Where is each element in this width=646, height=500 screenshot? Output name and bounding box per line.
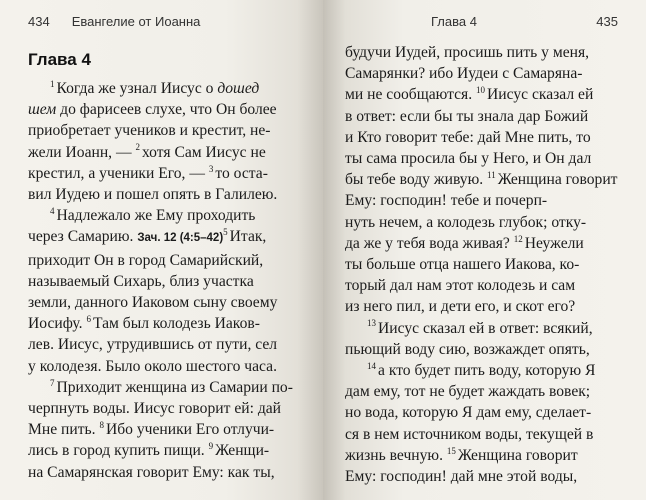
line-text: лев. Иисус, утрудившись от пути, сел: [28, 336, 278, 354]
line-text: Ибо ученики Его отлучи-: [105, 421, 275, 439]
text-line: [345, 169, 618, 190]
text-line: [28, 440, 309, 461]
italic-text: дошед: [217, 80, 260, 97]
line-text: у колодезя. Было около шестого часа.: [28, 357, 277, 375]
line-text: ми не сообщаются.: [345, 86, 476, 104]
chapter-title: Глава 4: [28, 50, 91, 69]
left-running-title: Евангелие от Иоанна: [71, 14, 201, 29]
verse-number: 14: [367, 360, 376, 371]
line-text: бы тебе воду живую.: [345, 171, 488, 189]
text-line: [345, 190, 618, 211]
line-text: нуть нечем, а колодезь глубок; отку-: [345, 213, 587, 231]
text-line: [28, 163, 309, 184]
line-text: Итак,: [229, 228, 267, 246]
text-line: [28, 78, 309, 99]
text-line: [28, 205, 309, 226]
text-line: [345, 318, 618, 339]
line-text: торый дал нам этот колодезь и сам: [345, 277, 576, 295]
line-text: Иисус сказал ей в ответ: всякий,: [378, 319, 593, 337]
text-line: [345, 212, 618, 233]
line-text: крестил, а ученики Его, —: [28, 164, 209, 182]
verse-number: 2: [135, 142, 140, 153]
line-text: Ему: господин! дай мне этой воды,: [345, 468, 578, 486]
text-line: [345, 42, 618, 63]
line-text: то оста-: [215, 164, 268, 182]
line-text: Там был колодезь Иаков-: [92, 315, 260, 333]
reading-reference: Зач. 12 (4:5–42): [137, 232, 224, 245]
verse-number: 15: [446, 445, 456, 456]
line-text: из него пил, и дети его, и скот его?: [345, 298, 576, 316]
text-line: [28, 377, 309, 398]
line-text: до фарисеев слухе, что Он более: [56, 101, 277, 119]
line-text: хотя Сам Иисус не: [141, 143, 266, 161]
italic-text: шем: [28, 101, 57, 119]
text-line: [28, 142, 309, 163]
line-text: Ему: господин! тебе и почерп-: [345, 192, 548, 210]
text-line: [28, 356, 309, 377]
text-line: [345, 254, 618, 275]
right-page-number: 435: [596, 14, 618, 29]
text-line: [345, 275, 618, 296]
line-text: Самарянки? ибо Иудеи с Самаряна-: [345, 65, 583, 83]
text-line: [28, 462, 309, 483]
verse-number: 5: [223, 227, 228, 238]
text-line: [28, 398, 309, 419]
line-text: Женщи-: [215, 442, 270, 460]
left-page-number: 434: [28, 14, 50, 29]
text-line: [345, 148, 618, 169]
line-text: пьющий воду сию, возжаждет опять,: [345, 340, 590, 358]
left-page-text: [28, 78, 309, 483]
line-text: а кто будет пить воду, которую Я: [378, 362, 596, 380]
text-line: [28, 334, 309, 355]
text-line: [345, 424, 618, 445]
line-text: жизнь вечную.: [345, 446, 447, 464]
text-line: [28, 250, 309, 271]
verse-number: 7: [50, 377, 55, 388]
text-line: [345, 127, 618, 148]
line-text: Иисус сказал ей: [487, 86, 594, 104]
line-text: ты больше отца нашего Иакова, ко-: [345, 256, 580, 274]
text-line: [345, 381, 618, 402]
line-text: дам ему, тот не будет жаждать вовек;: [345, 383, 591, 401]
verse-number: 8: [99, 420, 104, 431]
verse-number: 13: [367, 318, 376, 329]
line-text: будучи Иудей, просишь пить у меня,: [345, 44, 590, 61]
verse-number: 11: [487, 170, 496, 181]
right-running-head: [345, 14, 618, 32]
text-line: [345, 360, 618, 381]
text-line: [345, 296, 618, 317]
text-line: [345, 233, 618, 254]
line-text: на Самарянская говорит Ему: как ты,: [28, 463, 275, 481]
line-text: ся в нем источником воды, текущей в: [345, 425, 594, 443]
text-line: [345, 466, 618, 487]
right-page-text: [345, 42, 618, 487]
line-text: земли, данного Иаковом сыну своему: [28, 294, 278, 312]
line-text: да же у тебя вода живая?: [345, 234, 514, 252]
line-text: приходит Он в город Самарийский,: [28, 251, 264, 269]
verse-number: 9: [208, 441, 214, 452]
verse-number: 1: [50, 78, 55, 89]
text-line: [345, 63, 618, 84]
line-text: и Кто говорит тебе: дай Мне пить, то: [345, 128, 591, 146]
line-text: вил Иудею и пошел опять в Галилею.: [28, 186, 278, 204]
line-text: приобретает учеников и крестит, не-: [28, 122, 271, 140]
text-line: [28, 313, 309, 334]
text-line: [28, 292, 309, 313]
line-text: Приходит женщина из Самарии по-: [56, 378, 293, 396]
line-text: Надлежало же Ему проходить: [56, 207, 256, 225]
text-line: [28, 120, 309, 141]
text-line: [28, 226, 309, 249]
text-line: [345, 106, 618, 127]
text-line: [345, 402, 618, 423]
text-line: [345, 445, 618, 466]
line-text: жели Иоанн, —: [28, 143, 136, 161]
line-text: ты сама просила бы у Него, и Он дал: [345, 150, 592, 168]
line-text: Мне пить.: [28, 421, 100, 439]
left-running-head: [28, 14, 309, 32]
verse-number: 10: [476, 85, 485, 96]
right-page: [323, 0, 646, 500]
text-line: [345, 339, 618, 360]
text-line: [28, 99, 309, 120]
line-text: в ответ: если бы ты знала дар Божий: [345, 107, 589, 125]
line-text: лись в город купить пищи.: [28, 442, 209, 460]
verse-number: 12: [513, 233, 523, 244]
text-line: [345, 84, 618, 105]
line-text: Женщина говорит: [497, 171, 618, 189]
text-line: [28, 271, 309, 292]
text-line: [28, 184, 309, 205]
verse-number: 3: [208, 163, 214, 174]
right-running-title: Глава 4: [431, 14, 477, 29]
line-text: называемый Сихарь, близ участка: [28, 272, 254, 290]
line-text: но вода, которую Я дам ему, сделает-: [345, 404, 592, 422]
text-line: [28, 419, 309, 440]
line-text: Женщина говорит: [457, 446, 578, 464]
line-text: черпнуть воды. Иисус говорит ей: дай: [28, 400, 282, 418]
line-text: Когда же узнал Иисус о: [56, 80, 218, 97]
verse-number: 6: [86, 314, 91, 325]
line-text: через Самарию.: [28, 228, 138, 246]
line-text: Иосифу.: [28, 315, 87, 333]
line-text: Неужели: [524, 234, 584, 252]
verse-number: 4: [50, 206, 55, 217]
